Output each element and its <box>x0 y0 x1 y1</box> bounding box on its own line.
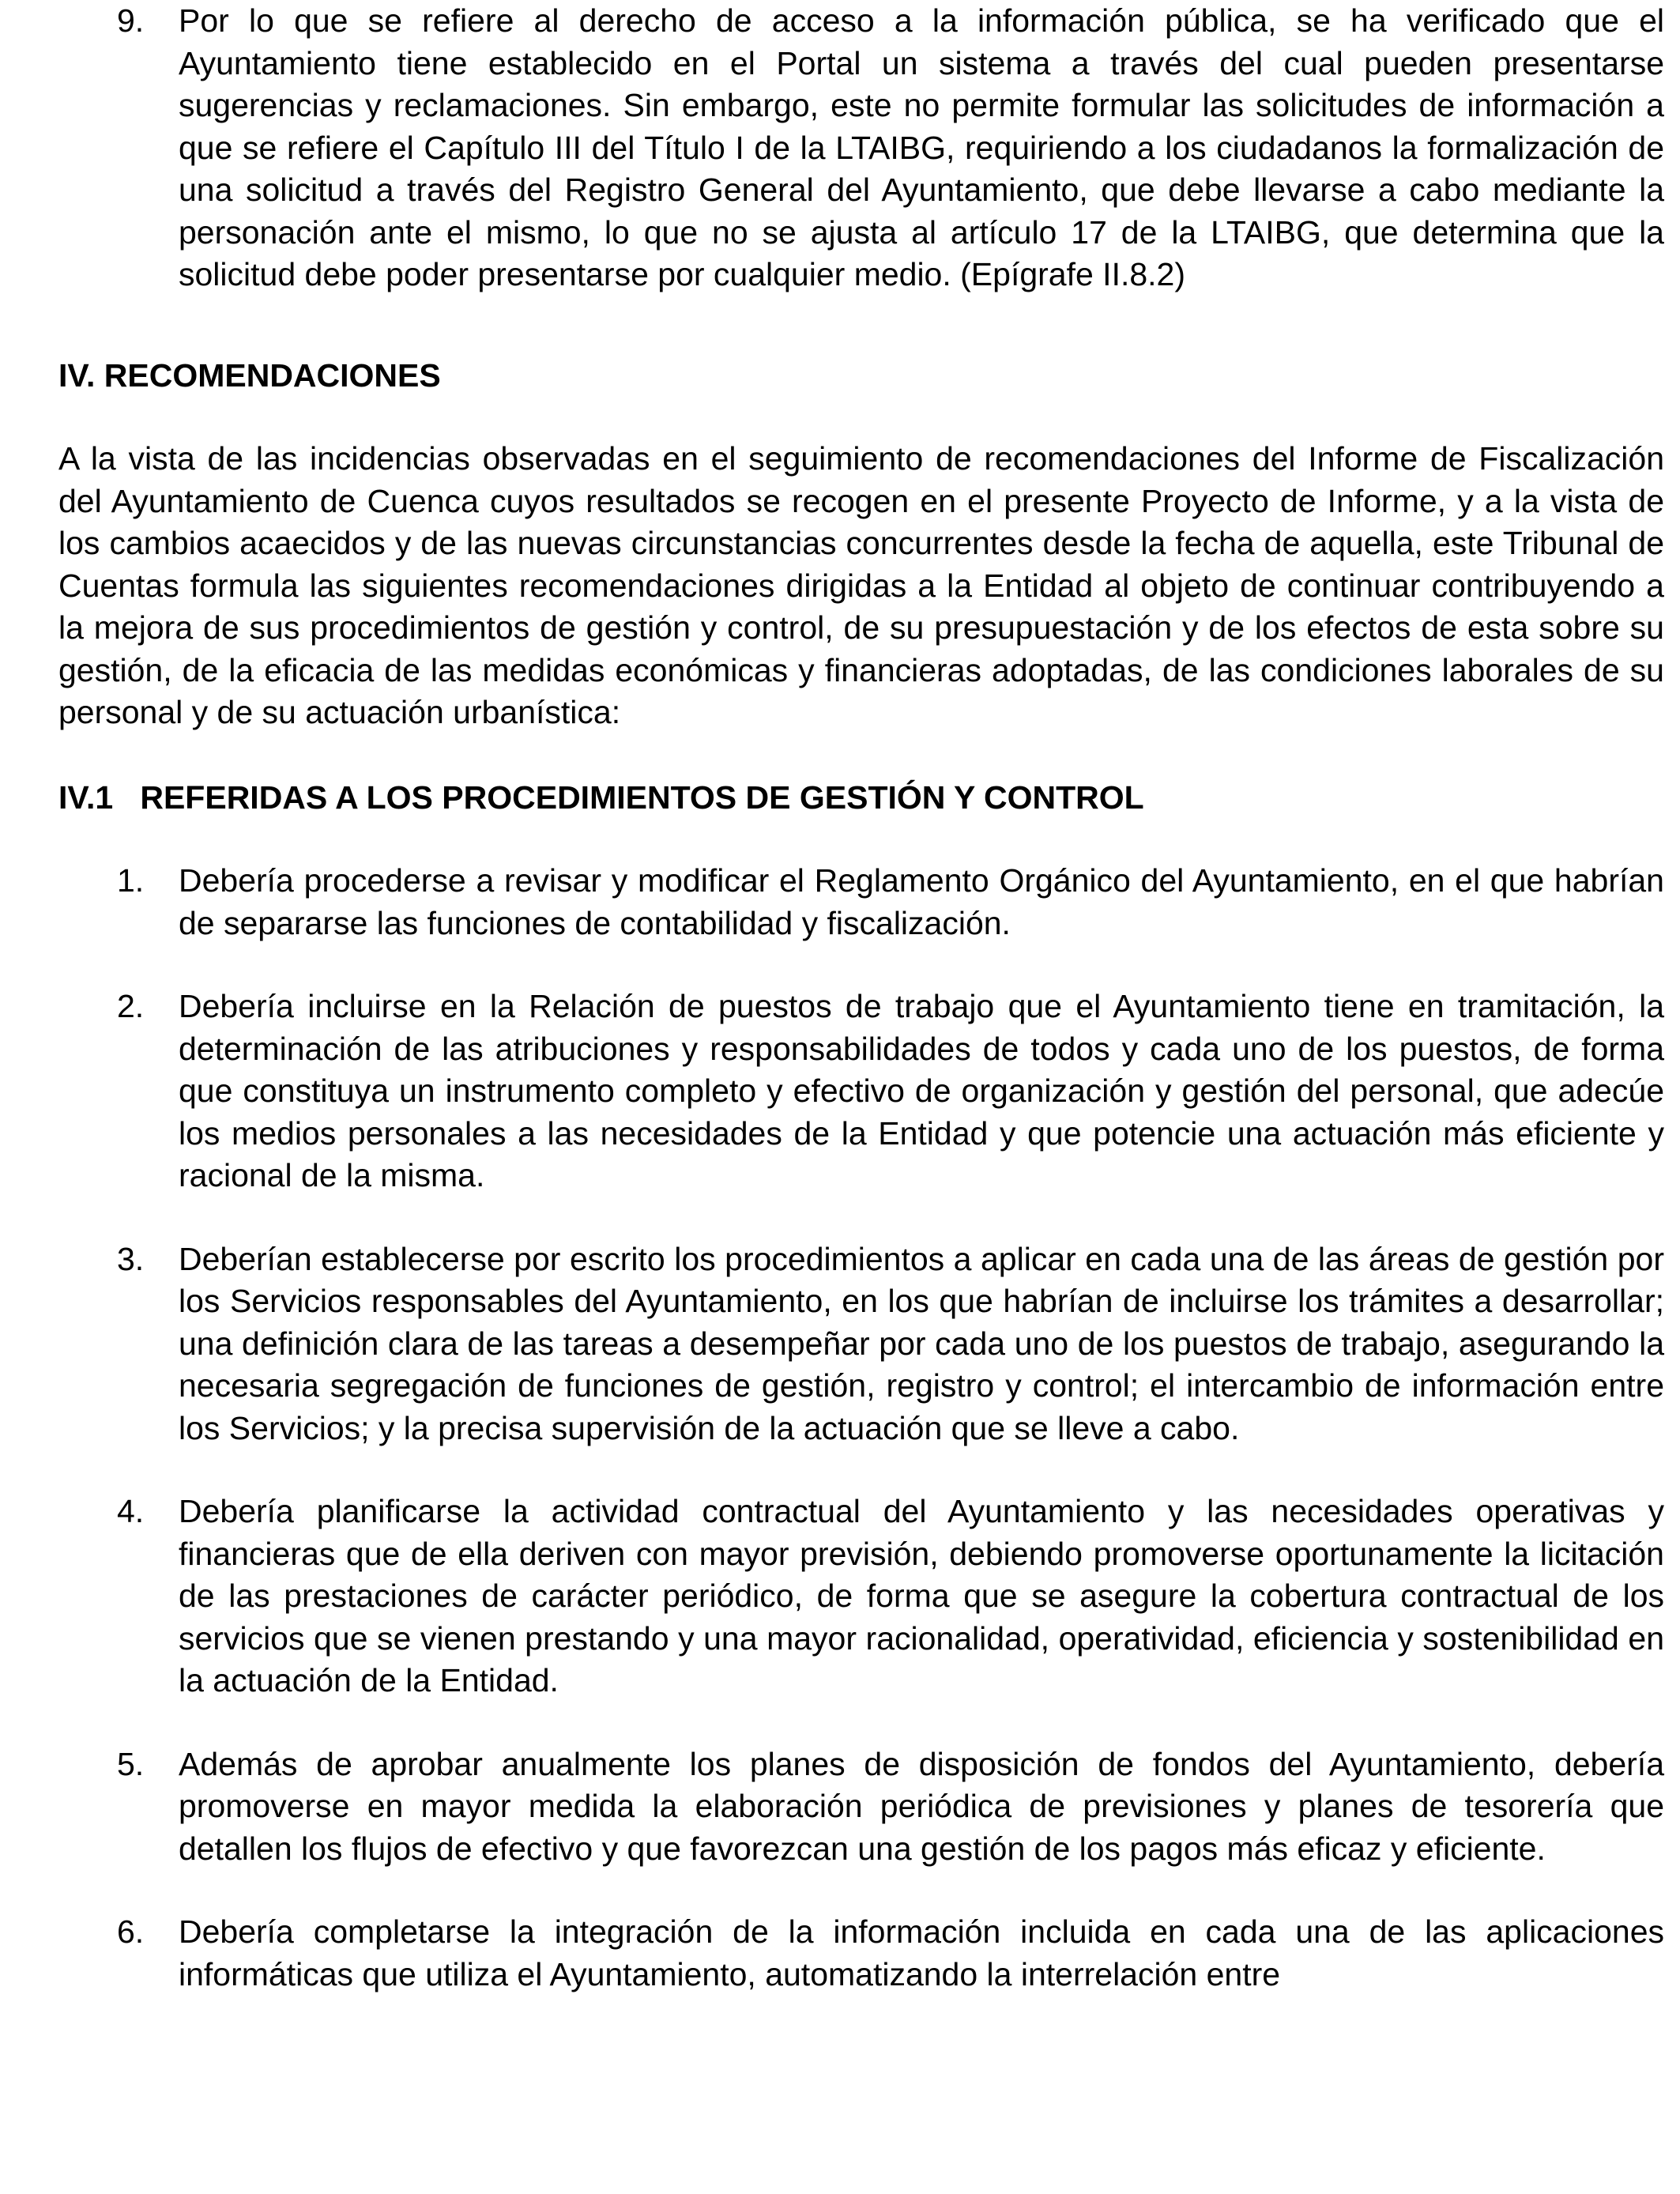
list-item-text: Debería planificarse la actividad contractual del Ayuntamiento y las necesidades operativas y financieras que de ella deriven con mayor previsión, debiendo promoverse oportunamente la licitación de las prestaciones de carácter periódico, de forma que se asegure la cobertura contractual de los servicios que se vienen prestando y una mayor racionalidad, operatividad, eficiencia y sostenibilidad en la actuación de la Entidad. <box>179 1493 1664 1698</box>
list-item-number: 4. <box>117 1493 145 1529</box>
list-item-text: Además de aprobar anualmente los planes de disposición de fondos del Ayuntamiento, debería promoverse en mayor medida la elaboración periódica de previsiones y planes de tesorería que detallen los flujos de efectivo y que favorezcan una gestión de los pagos más eficaz y eficiente. <box>179 1745 1664 1867</box>
list-item-text: Por lo que se refiere al derecho de acceso a la información pública, se ha verificado que el Ayuntamiento tiene establecido en el Portal un sistema a través del cual pueden presentarse sugerencias y reclamaciones. Sin embargo, este no permite formular las solicitudes de información a que se refiere el Capítulo III del Título I de la LTAIBG, requiriendo a los ciudadanos la formalización de una solicitud a través del Registro General del Ayuntamiento, que debe llevarse a cabo mediante la personación ante el mismo, lo que no se ajusta al artículo 17 de la LTAIBG, que determina que la solicitud debe poder presentarse por cualquier medio. (Epígrafe II.8.2) <box>179 2 1664 292</box>
list-item-text: Debería incluirse en la Relación de puestos de trabajo que el Ayuntamiento tiene en tramitación, la determinación de las atribuciones y responsabilidades de todos y cada uno de los puestos, de forma que constituya un instrumento completo y efectivo de organización y gestión del personal, que adecúe los medios personales a las necesidades de la Entidad y que potencie una actuación más eficiente y racional de la misma. <box>179 988 1664 1193</box>
subsection-heading: IV.1 REFERIDAS A LOS PROCEDIMIENTOS DE GESTIÓN Y CONTROL <box>58 778 1144 816</box>
list-item-number: 3. <box>117 1240 145 1277</box>
section-heading: IV. RECOMENDACIONES <box>58 356 441 394</box>
list-item <box>58 986 1664 1197</box>
list-item-number: 6. <box>117 1913 145 1950</box>
list-item <box>58 0 1664 296</box>
list-item-number: 2. <box>117 988 145 1024</box>
intro-paragraph: A la vista de las incidencias observadas en el seguimiento de recomendaciones del Informe de Fiscalización del Ayuntamiento de Cuenca cuyos resultados se recogen en el presente Proyecto de Informe, y a la vista de los cambios acaecidos y de las nuevas circunstancias concurrentes desde la fecha de aquella, este Tribunal de Cuentas formula las siguientes recomendaciones dirigidas a la Entidad al objeto de continuar contribuyendo a la mejora de sus procedimientos de gestión y control, de su presupuestación y de los efectos de esta sobre su gestión, de la eficacia de las medidas económicas y financieras adoptadas, de las condiciones laborales de su personal y de su actuación urbanística: <box>58 440 1664 730</box>
list-item <box>58 1911 1664 1996</box>
list-item-number: 5. <box>117 1745 145 1782</box>
list-item-number: 9. <box>117 2 145 39</box>
list-item-text: Debería completarse la integración de la información incluida en cada una de las aplicaciones informáticas que utiliza el Ayuntamiento, automatizando la interrelación entre <box>179 1913 1664 1992</box>
list-item-number: 1. <box>117 862 145 899</box>
list-item <box>58 860 1664 944</box>
list-item <box>58 1238 1664 1450</box>
list-item <box>58 1744 1664 1871</box>
list-item-text: Debería procederse a revisar y modificar el Reglamento Orgánico del Ayuntamiento, en el que habrían de separarse las funciones de contabilidad y fiscalización. <box>179 862 1664 941</box>
list-item <box>58 1491 1664 1702</box>
document-page <box>58 0 1664 1996</box>
list-item-text: Deberían establecerse por escrito los procedimientos a aplicar en cada una de las áreas de gestión por los Servicios responsables del Ayuntamiento, en los que habrían de incluirse los trámites a desarrollar; una definición clara de las tareas a desempeñar por cada uno de los puestos de trabajo, asegurando la necesaria segregación de funciones de gestión, registro y control; el intercambio de información entre los Servicios; y la precisa supervisión de la actuación que se lleve a cabo. <box>179 1240 1664 1446</box>
